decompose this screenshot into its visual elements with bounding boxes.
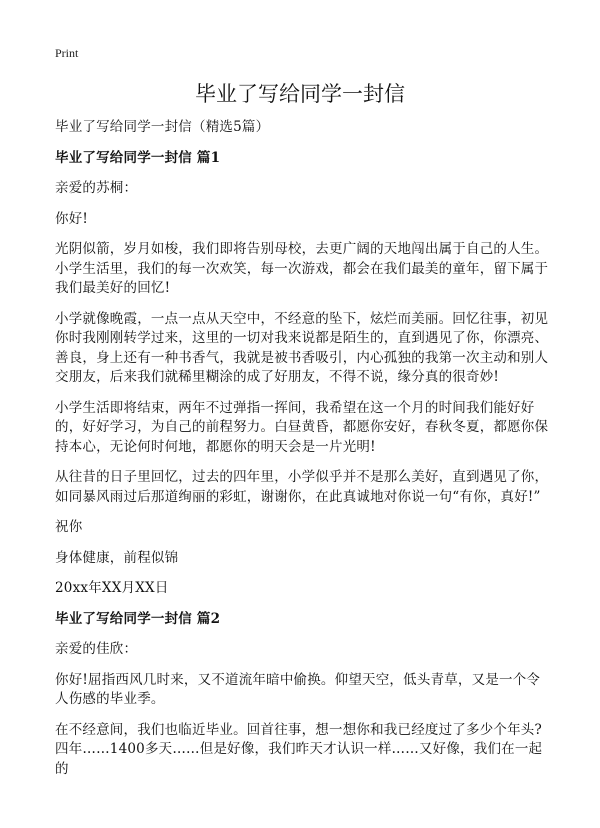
letter1-closing: 祝你 [55, 519, 83, 535]
letter1-greeting: 你好! [55, 210, 89, 227]
document-title: 毕业了写给同学一封信 [195, 82, 405, 106]
letter2-paragraph-2-line-2: 四年……1400多天……但是好像，我们昨天才认识一样……又好像，我们在一起的 [55, 741, 543, 777]
document-subtitle: 毕业了写给同学一封信（精选5篇） [55, 119, 270, 135]
letter1-salutation: 亲爱的苏桐： [55, 180, 138, 196]
print-label[interactable]: Print [55, 46, 79, 60]
letter1-wish: 身体健康，前程似锦 [55, 549, 179, 566]
letter2-heading: 毕业了写给同学一封信 篇2 [55, 610, 221, 627]
letter1-heading: 毕业了写给同学一封信 篇1 [55, 149, 221, 166]
letter2-salutation: 亲爱的佳欣： [55, 641, 138, 657]
letter1-paragraph-3: 小学生活即将结束，两年不过弹指一挥间，我希望在这一个月的时间我们能好好的，好好学习，为自己的前程努力。白昼黄昏，都愿你安好，春秋冬夏，都愿你保持本心，无论何时何地，都愿你的明天会是一片光明! [55, 399, 549, 455]
letter2-paragraph-2-line-1: 在不经意间，我们也临近毕业。回首往事，想一想你和我已经度过了多少个年头? [55, 721, 542, 738]
letter1-date: 20xx年XX月XX日 [55, 580, 169, 596]
document-body [55, 118, 551, 779]
letter1-paragraph-1: 光阴似箭，岁月如梭，我们即将告别母校，去更广阔的天地闯出属于自己的人生。小学生活里，我们的每一次欢笑，每一次游戏，都会在我们最美的童年，留下属于我们最美好的回忆! [55, 241, 549, 296]
letter2-paragraph-1: 你好!屈指西风几时来，又不道流年暗中偷换。仰望天空，低头青草，又是一个令人伤感的毕业季。 [55, 671, 541, 707]
letter1-paragraph-2: 小学就像晚霞，一点一点从天空中，不经意的坠下，炫烂而美丽。回忆往事，初见你时我刚刚转学过来，这里的一切对我来说都是陌生的，直到遇见了你，你漂亮、善良，身上还有一种书香气，我就是被书香吸引，内心孤独的我第一次主动和别人交朋友，后来我们就稀里糊涂的成了好朋友，不得不说，缘分真的很奇妙! [55, 310, 549, 385]
letter1-paragraph-4: 从往昔的日子里回忆，过去的四年里，小学似乎并不是那么美好，直到遇见了你，如同暴风雨过后那道绚丽的彩虹，谢谢你，在此真诚地对你说一句“有你，真好!” [55, 469, 549, 505]
